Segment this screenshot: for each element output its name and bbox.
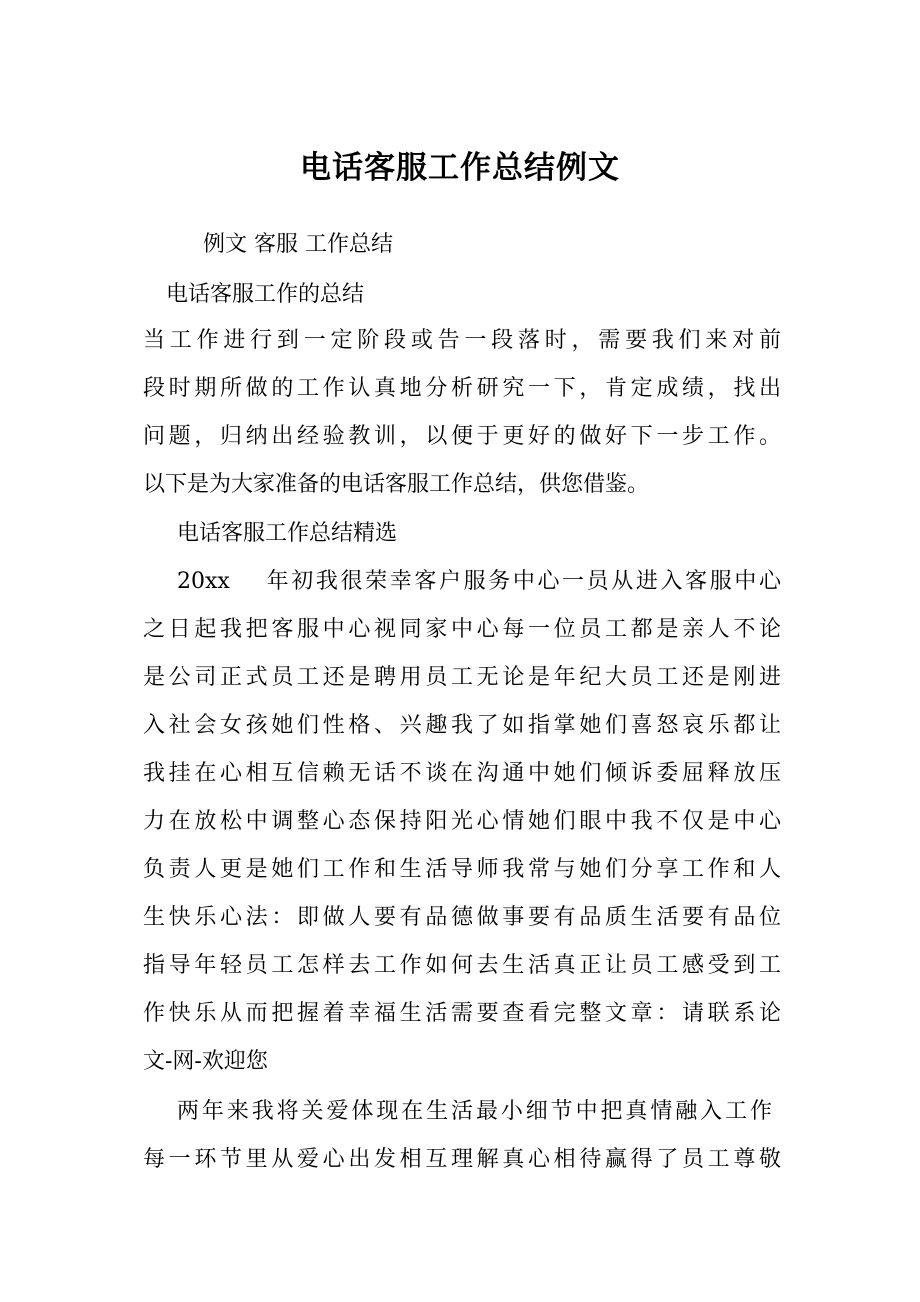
section-heading: 电话客服工作总结精选: [177, 521, 398, 546]
body-line: 文-网-欢迎您: [143, 1049, 268, 1074]
body-line: 负责人更是她们工作和生活导师我常与她们分享工作和人: [143, 857, 781, 882]
body-line: 指导年轻员工怎样去工作如何去生活真正让员工感受到工: [143, 953, 781, 978]
body-line: 生快乐心法：即做人要有品德做事要有品质生活要有品位: [143, 905, 781, 930]
document-title: 电话客服工作总结例文: [300, 150, 620, 186]
subtitle-line: 电话客服工作的总结: [166, 282, 365, 307]
intro-line: 段时期所做的工作认真地分析研究一下，肯定成绩，找出: [143, 376, 781, 401]
keywords-line: 例文 客服 工作总结: [203, 232, 393, 257]
intro-line: 问题，归纳出经验教训，以便于更好的做好下一步工作。: [143, 424, 781, 449]
body-line: 20xx 年初我很荣幸客户服务中心一员从进入客服中心: [177, 569, 781, 594]
body-line: 入社会女孩她们性格、兴趣我了如指掌她们喜怒哀乐都让: [143, 713, 781, 738]
body-line: 力在放松中调整心态保持阳光心情她们眼中我不仅是中心: [143, 809, 781, 834]
intro-line: 以下是为大家准备的电话客服工作总结，供您借鉴。: [143, 472, 650, 497]
body-line: 是公司正式员工还是聘用员工无论是年纪大员工还是刚进: [143, 665, 781, 690]
body-line: 之日起我把客服中心视同家中心每一位员工都是亲人不论: [143, 617, 781, 642]
closing-line: 两年来我将关爱体现在生活最小细节中把真情融入工作: [177, 1099, 772, 1124]
closing-line: 每一环节里从爱心出发相互理解真心相待赢得了员工尊敬: [143, 1147, 781, 1172]
body-line: 我挂在心相互信赖无话不谈在沟通中她们倾诉委屈释放压: [143, 761, 781, 786]
body-line: 作快乐从而把握着幸福生活需要查看完整文章：请联系论: [143, 1001, 781, 1026]
intro-line: 当工作进行到一定阶段或告一段落时，需要我们来对前: [143, 328, 781, 353]
